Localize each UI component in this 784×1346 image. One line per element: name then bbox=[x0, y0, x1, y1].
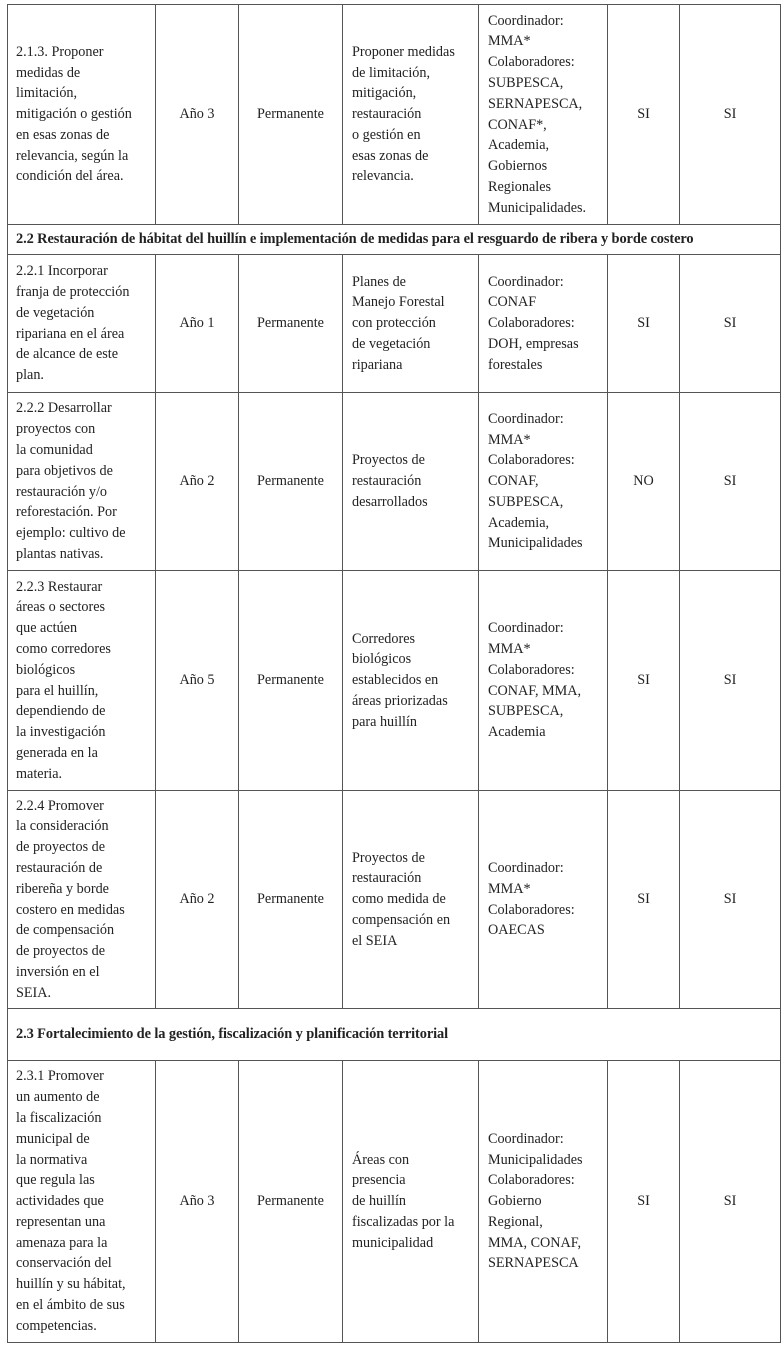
action-cell bbox=[8, 5, 156, 225]
indicator-cell-line: relevancia. bbox=[352, 168, 414, 185]
responsible-cell-line: Coordinador: bbox=[488, 12, 564, 29]
action-cell-line: de compensación bbox=[16, 922, 115, 939]
action-cell-line: áreas o sectores bbox=[16, 599, 106, 616]
responsible-cell bbox=[479, 393, 608, 571]
responsible-cell-line: Academia bbox=[488, 724, 546, 741]
responsible-cell-line: Municipalidades. bbox=[488, 199, 587, 216]
responsible-cell-line: Colaboradores: bbox=[488, 315, 575, 332]
action-cell-line: 2.2.1 Incorporar bbox=[16, 263, 108, 280]
responsible-cell-line: DOH, empresas bbox=[488, 335, 579, 352]
responsible-cell bbox=[479, 571, 608, 791]
section-title: 2.2 Restauración de hábitat del huillín e implementación de medidas para el resguardo de ribera y borde costero bbox=[8, 225, 781, 255]
indicator-cell-line: presencia bbox=[352, 1172, 406, 1189]
action-cell-line: de alcance de este bbox=[16, 346, 119, 363]
responsible-cell-line: Coordinador: bbox=[488, 273, 564, 290]
responsible-cell-line: SUBPESCA, bbox=[488, 74, 564, 91]
indicator-cell-line: restauración bbox=[352, 870, 422, 887]
action-cell-line: de proyectos de bbox=[16, 839, 106, 856]
year-cell: Año 5 bbox=[156, 571, 239, 791]
action-cell-line: la consideración bbox=[16, 818, 109, 835]
indicator-cell-line: Proponer medidas bbox=[352, 43, 455, 60]
responsible-cell-line: Coordinador: bbox=[488, 410, 564, 427]
action-cell-line: medidas de bbox=[16, 64, 81, 81]
indicator-cell-line: como medida de bbox=[352, 891, 446, 908]
year-cell: Año 2 bbox=[156, 393, 239, 571]
flag-cell: SI bbox=[608, 571, 680, 791]
table-body bbox=[8, 5, 781, 1343]
section-row bbox=[8, 1009, 781, 1061]
indicator-cell-line: compensación en bbox=[352, 911, 451, 928]
action-cell-line: relevancia, según la bbox=[16, 147, 129, 164]
indicator-cell bbox=[343, 1061, 479, 1343]
responsible-cell-line: Municipalidades bbox=[488, 1151, 583, 1168]
action-cell-line: 2.3.1 Promover bbox=[16, 1068, 104, 1085]
action-cell bbox=[8, 791, 156, 1009]
action-cell-line: 2.2.4 Promover bbox=[16, 797, 104, 814]
indicator-cell bbox=[343, 5, 479, 225]
duration-cell: Permanente bbox=[239, 791, 343, 1009]
responsible-cell-line: MMA* bbox=[488, 880, 531, 897]
action-cell-line: 2.2.2 Desarrollar bbox=[16, 400, 112, 417]
duration-cell: Permanente bbox=[239, 1061, 343, 1343]
action-plan-table bbox=[7, 4, 781, 1343]
action-cell-line: competencias. bbox=[16, 1317, 97, 1334]
flag-cell: SI bbox=[680, 1061, 781, 1343]
responsible-cell-line: Academia, bbox=[488, 137, 550, 154]
indicator-cell-line: mitigación, bbox=[352, 85, 417, 102]
indicator-cell-line: o gestión en bbox=[352, 126, 421, 143]
indicator-cell bbox=[343, 571, 479, 791]
responsible-cell bbox=[479, 5, 608, 225]
indicator-cell bbox=[343, 393, 479, 571]
indicator-cell-line: de vegetación bbox=[352, 335, 431, 352]
action-cell-line: materia. bbox=[16, 765, 63, 782]
indicator-cell-line: esas zonas de bbox=[352, 147, 429, 164]
responsible-cell-line: Coordinador: bbox=[488, 1130, 564, 1147]
action-cell-line: ejemplo: cultivo de bbox=[16, 525, 126, 542]
responsible-cell-line: Regional, bbox=[488, 1213, 543, 1230]
action-cell-line: que regula las bbox=[16, 1172, 95, 1189]
action-cell-line: generada en la bbox=[16, 744, 98, 761]
indicator-cell-line: Proyectos de bbox=[352, 849, 425, 866]
responsible-cell-line: MMA* bbox=[488, 431, 531, 448]
duration-cell: Permanente bbox=[239, 393, 343, 571]
action-cell-line: que actúen bbox=[16, 620, 78, 637]
action-cell-line: 2.2.3 Restaurar bbox=[16, 578, 103, 595]
responsible-cell-line: Gobierno bbox=[488, 1193, 542, 1210]
action-cell-line: mitigación o gestión bbox=[16, 106, 132, 123]
year-cell: Año 3 bbox=[156, 1061, 239, 1343]
action-cell-line: actividades que bbox=[16, 1193, 104, 1210]
action-cell-line: huillín y su hábitat, bbox=[16, 1276, 126, 1293]
table-row bbox=[8, 393, 781, 571]
action-cell-line: representan una bbox=[16, 1213, 106, 1230]
flag-cell: SI bbox=[680, 571, 781, 791]
indicator-cell-line: biológicos bbox=[352, 651, 412, 668]
action-cell-line: reforestación. Por bbox=[16, 504, 117, 521]
duration-cell: Permanente bbox=[239, 255, 343, 393]
responsible-cell bbox=[479, 255, 608, 393]
responsible-cell bbox=[479, 1061, 608, 1343]
responsible-cell-line: CONAF bbox=[488, 294, 537, 311]
flag-cell: NO bbox=[608, 393, 680, 571]
flag-cell: SI bbox=[680, 255, 781, 393]
flag-cell: SI bbox=[608, 5, 680, 225]
responsible-cell-line: MMA* bbox=[488, 33, 531, 50]
year-cell: Año 3 bbox=[156, 5, 239, 225]
flag-cell: SI bbox=[680, 791, 781, 1009]
action-cell-line: en el ámbito de sus bbox=[16, 1297, 125, 1314]
action-cell-line: conservación del bbox=[16, 1255, 112, 1272]
action-cell-line: ribereña y borde bbox=[16, 880, 109, 897]
flag-cell: SI bbox=[608, 1061, 680, 1343]
action-cell-line: franja de protección bbox=[16, 283, 130, 300]
responsible-cell-line: SERNAPESCA, bbox=[488, 95, 583, 112]
indicator-cell-line: de huillín bbox=[352, 1193, 406, 1210]
flag-cell: SI bbox=[608, 791, 680, 1009]
action-cell-line: restauración y/o bbox=[16, 483, 107, 500]
duration-cell: Permanente bbox=[239, 5, 343, 225]
action-cell-line: plantas nativas. bbox=[16, 545, 104, 562]
action-cell-line: en esas zonas de bbox=[16, 126, 110, 143]
action-cell-line: un aumento de bbox=[16, 1089, 100, 1106]
action-cell-line: la normativa bbox=[16, 1151, 88, 1168]
action-cell-line: plan. bbox=[16, 367, 44, 384]
section-title: 2.3 Fortalecimiento de la gestión, fiscalización y planificación territorial bbox=[8, 1009, 781, 1061]
responsible-cell-line: forestales bbox=[488, 356, 543, 373]
responsible-cell-line: Colaboradores: bbox=[488, 661, 575, 678]
indicator-cell-line: con protección bbox=[352, 315, 436, 332]
action-cell bbox=[8, 255, 156, 393]
action-cell-line: amenaza para la bbox=[16, 1234, 108, 1251]
year-cell: Año 2 bbox=[156, 791, 239, 1009]
indicator-cell-line: Áreas con bbox=[352, 1151, 410, 1168]
indicator-cell-line: desarrollados bbox=[352, 493, 428, 510]
action-cell-line: para el huillín, bbox=[16, 682, 99, 699]
indicator-cell-line: establecidos en bbox=[352, 672, 439, 689]
flag-cell: SI bbox=[608, 255, 680, 393]
responsible-cell-line: MMA, CONAF, bbox=[488, 1234, 582, 1251]
responsible-cell-line: CONAF, bbox=[488, 473, 539, 490]
action-cell-line: inversión en el bbox=[16, 963, 100, 980]
responsible-cell-line: Colaboradores: bbox=[488, 1172, 575, 1189]
action-cell-line: biológicos bbox=[16, 661, 76, 678]
table-row bbox=[8, 571, 781, 791]
action-cell-line: para objetivos de bbox=[16, 462, 113, 479]
responsible-cell bbox=[479, 791, 608, 1009]
responsible-cell-line: Coordinador: bbox=[488, 859, 564, 876]
action-cell bbox=[8, 1061, 156, 1343]
action-cell-line: la comunidad bbox=[16, 441, 93, 458]
responsible-cell-line: SUBPESCA, bbox=[488, 493, 564, 510]
indicator-cell-line: Planes de bbox=[352, 273, 406, 290]
indicator-cell-line: áreas priorizadas bbox=[352, 692, 448, 709]
responsible-cell-line: Coordinador: bbox=[488, 620, 564, 637]
indicator-cell-line: ripariana bbox=[352, 356, 403, 373]
action-cell-line: condición del área. bbox=[16, 168, 124, 185]
action-cell-line: limitación, bbox=[16, 85, 78, 102]
action-cell-line: la fiscalización bbox=[16, 1109, 102, 1126]
responsible-cell-line: OAECAS bbox=[488, 922, 545, 939]
indicator-cell-line: fiscalizadas por la bbox=[352, 1213, 455, 1230]
indicator-cell-line: restauración bbox=[352, 106, 422, 123]
indicator-cell-line: Manejo Forestal bbox=[352, 294, 445, 311]
action-cell-line: 2.1.3. Proponer bbox=[16, 43, 104, 60]
responsible-cell-line: Municipalidades bbox=[488, 535, 583, 552]
responsible-cell-line: CONAF, MMA, bbox=[488, 682, 582, 699]
responsible-cell-line: SERNAPESCA bbox=[488, 1255, 579, 1272]
action-cell-line: SEIA. bbox=[16, 984, 52, 1001]
action-cell bbox=[8, 393, 156, 571]
action-cell-line: ripariana en el área bbox=[16, 325, 125, 342]
action-cell-line: municipal de bbox=[16, 1130, 90, 1147]
table-row bbox=[8, 255, 781, 393]
responsible-cell-line: Colaboradores: bbox=[488, 452, 575, 469]
action-cell-line: costero en medidas bbox=[16, 901, 125, 918]
action-cell-line: dependiendo de bbox=[16, 703, 106, 720]
indicator-cell-line: para huillín bbox=[352, 713, 418, 730]
action-cell-line: como corredores bbox=[16, 640, 111, 657]
responsible-cell-line: SUBPESCA, bbox=[488, 703, 564, 720]
section-row bbox=[8, 225, 781, 255]
indicator-cell-line: Proyectos de bbox=[352, 452, 425, 469]
action-cell-line: restauración de bbox=[16, 859, 103, 876]
responsible-cell-line: Gobiernos bbox=[488, 158, 548, 175]
responsible-cell-line: Colaboradores: bbox=[488, 901, 575, 918]
flag-cell: SI bbox=[680, 393, 781, 571]
table-row bbox=[8, 791, 781, 1009]
responsible-cell-line: Colaboradores: bbox=[488, 54, 575, 71]
action-cell-line: proyectos con bbox=[16, 421, 96, 438]
responsible-cell-line: MMA* bbox=[488, 640, 531, 657]
responsible-cell-line: CONAF*, bbox=[488, 116, 547, 133]
indicator-cell-line: el SEIA bbox=[352, 932, 398, 949]
flag-cell: SI bbox=[680, 5, 781, 225]
action-cell-line: la investigación bbox=[16, 724, 106, 741]
indicator-cell-line: municipalidad bbox=[352, 1234, 434, 1251]
indicator-cell-line: de limitación, bbox=[352, 64, 431, 81]
action-cell bbox=[8, 571, 156, 791]
responsible-cell-line: Regionales bbox=[488, 178, 552, 195]
indicator-cell-line: restauración bbox=[352, 473, 422, 490]
indicator-cell-line: Corredores bbox=[352, 630, 416, 647]
table-row bbox=[8, 1061, 781, 1343]
action-cell-line: de vegetación bbox=[16, 304, 95, 321]
responsible-cell-line: Academia, bbox=[488, 514, 550, 531]
action-cell-line: de proyectos de bbox=[16, 943, 106, 960]
year-cell: Año 1 bbox=[156, 255, 239, 393]
indicator-cell bbox=[343, 255, 479, 393]
duration-cell: Permanente bbox=[239, 571, 343, 791]
table-row bbox=[8, 5, 781, 225]
indicator-cell bbox=[343, 791, 479, 1009]
